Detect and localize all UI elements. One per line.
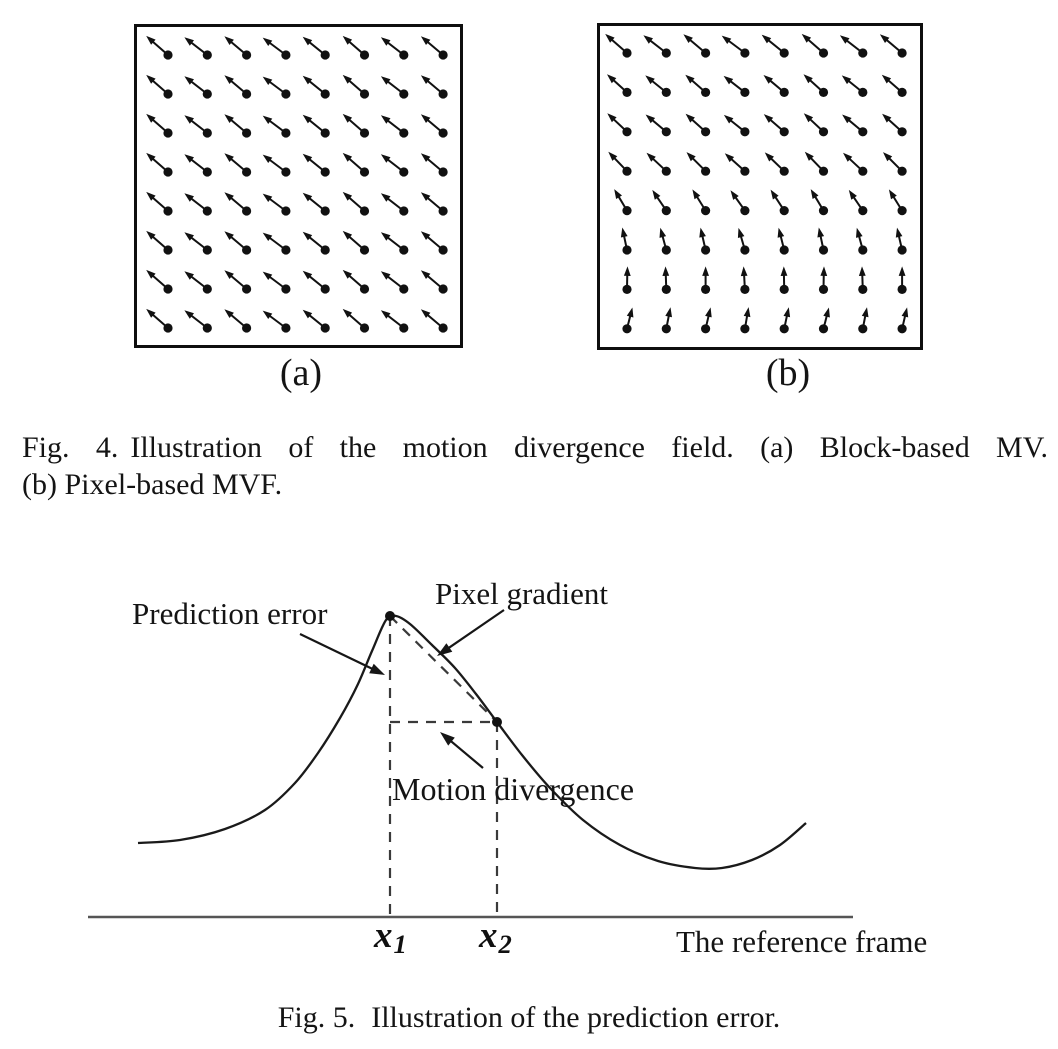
fig4-caption-text: Illustration of the motion divergence field. (a) Block-based MV. [130,431,1048,464]
reference-frame-label: The reference frame [676,924,928,959]
peak-point-dot [385,611,395,621]
annotation-arrow [440,732,483,768]
x1-axis-label: $x_1$ [374,915,407,959]
fig5-caption-number: Fig. 5. [277,1001,356,1034]
prediction-error-curve [138,615,806,869]
second-point-dot [492,717,502,727]
pixel-gradient-label: Pixel gradient [435,576,609,611]
x2-axis-label: $x_2$ [479,915,512,959]
fig4-caption-line2: (b) Pixel-based MVF. [22,468,283,501]
annotation-arrow [300,634,385,675]
motion-divergence-label: Motion divergence [392,771,635,807]
prediction-error-label: Prediction error [132,596,328,631]
dashed-guide-line [390,616,497,722]
annotation-arrow [437,610,504,656]
fig4-panel-a-label: (a) [279,352,323,394]
fig4-panel-b-label: (b) [765,352,811,394]
fig5-caption-text: Illustration of the prediction error. [371,1001,781,1034]
fig5-caption [0,1001,1058,1035]
fig4-caption-number: Fig. 4. [22,431,119,464]
